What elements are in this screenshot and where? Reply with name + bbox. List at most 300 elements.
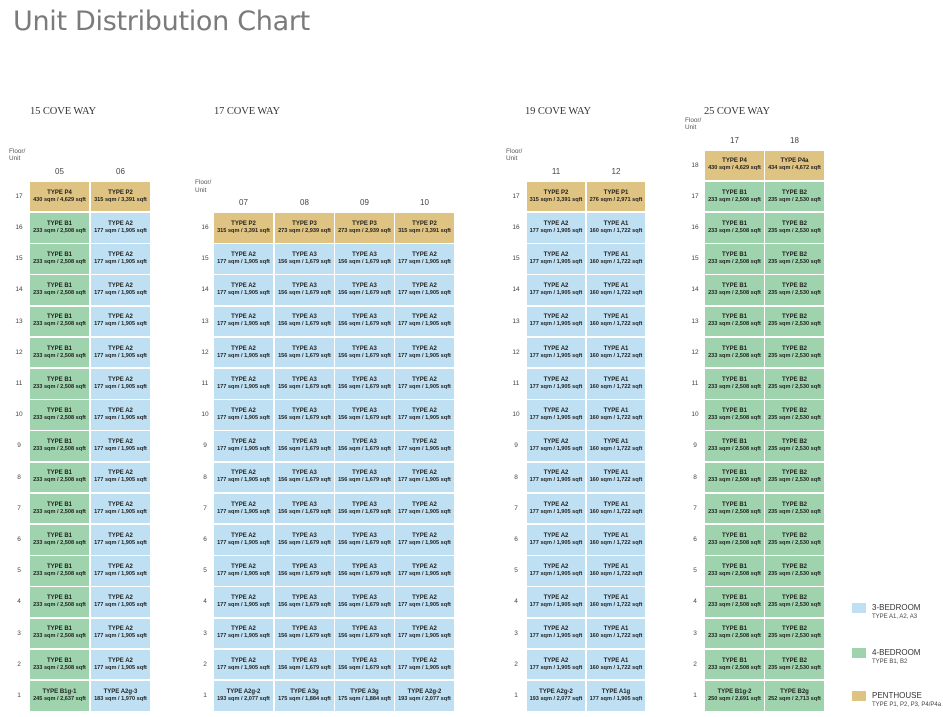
- floor-number: 9: [514, 442, 518, 450]
- unit-cell[interactable]: [527, 525, 585, 555]
- unit-cell[interactable]: [275, 556, 334, 586]
- unit-cell[interactable]: [91, 400, 150, 430]
- unit-type: TYPE B2: [781, 439, 807, 446]
- unit-cell[interactable]: [335, 307, 394, 337]
- unit-size: 160 sqm / 1,722 sqft: [589, 446, 643, 453]
- unit-type: TYPE A3g: [290, 688, 319, 695]
- unit-cell[interactable]: [765, 244, 824, 274]
- unit-cell[interactable]: [91, 463, 150, 493]
- unit-type: TYPE B1: [721, 376, 747, 383]
- unit-cell[interactable]: [527, 244, 585, 274]
- building-name: 19 COVE WAY: [525, 106, 591, 117]
- unit-size: 252 sqm / 2,713 sqft: [768, 695, 821, 702]
- unit-cell[interactable]: [335, 494, 394, 524]
- unit-size: 235 sqm / 2,530 sqft: [768, 633, 821, 640]
- unit-type: TYPE B1: [46, 220, 72, 227]
- unit-type: TYPE A2: [108, 626, 133, 633]
- unit-cell[interactable]: [91, 244, 150, 274]
- unit-type: TYPE A3: [352, 595, 377, 602]
- unit-cell[interactable]: [587, 244, 645, 274]
- unit-type: TYPE B1: [721, 563, 747, 570]
- unit-cell[interactable]: [91, 431, 150, 461]
- unit-cell[interactable]: [91, 338, 150, 368]
- unit-cell[interactable]: [275, 463, 334, 493]
- unit-cell[interactable]: [214, 619, 273, 649]
- floor-number: 10: [15, 411, 23, 419]
- unit-cell[interactable]: [527, 556, 585, 586]
- unit-cell[interactable]: [705, 213, 764, 243]
- unit-size: 434 sqm / 4,672 sqft: [768, 165, 821, 172]
- unit-cell[interactable]: [395, 275, 454, 305]
- unit-cell[interactable]: [705, 151, 764, 181]
- unit-cell[interactable]: [765, 619, 824, 649]
- unit-cell[interactable]: [30, 275, 89, 305]
- unit-size: 156 sqm / 1,679 sqft: [278, 414, 331, 421]
- unit-size: 233 sqm / 2,508 sqft: [33, 539, 86, 546]
- unit-size: 233 sqm / 2,508 sqft: [33, 633, 86, 640]
- floor-number: 8: [693, 473, 697, 481]
- unit-cell[interactable]: [765, 151, 824, 181]
- unit-cell[interactable]: [30, 400, 89, 430]
- unit-cell[interactable]: [765, 587, 824, 617]
- unit-size: 177 sqm / 1,905 sqft: [217, 352, 270, 359]
- unit-cell[interactable]: [587, 525, 645, 555]
- unit-cell[interactable]: [705, 182, 764, 212]
- unit-cell[interactable]: [275, 400, 334, 430]
- unit-size: 233 sqm / 2,508 sqft: [33, 383, 86, 390]
- unit-cell[interactable]: [30, 307, 89, 337]
- unit-size: 235 sqm / 2,530 sqft: [768, 321, 821, 328]
- unit-size: 233 sqm / 2,508 sqft: [33, 446, 86, 453]
- unit-cell[interactable]: [765, 431, 824, 461]
- unit-cell[interactable]: [275, 307, 334, 337]
- unit-size: 177 sqm / 1,905 sqft: [217, 414, 270, 421]
- unit-cell[interactable]: [765, 556, 824, 586]
- unit-cell[interactable]: [395, 681, 454, 711]
- unit-cell[interactable]: [705, 494, 764, 524]
- floor-number: 8: [17, 473, 21, 481]
- unit-size: 315 sqm / 3,391 sqft: [398, 227, 451, 234]
- unit-type: TYPE B1: [721, 501, 747, 508]
- unit-cell[interactable]: [91, 681, 150, 711]
- unit-cell[interactable]: [335, 681, 394, 711]
- unit-cell[interactable]: [214, 431, 273, 461]
- unit-cell[interactable]: [30, 619, 89, 649]
- unit-cell[interactable]: [91, 369, 150, 399]
- unit-size: 177 sqm / 1,905 sqft: [398, 633, 451, 640]
- unit-cell[interactable]: [275, 494, 334, 524]
- unit-cell[interactable]: [587, 431, 645, 461]
- unit-cell[interactable]: [765, 525, 824, 555]
- unit-cell[interactable]: [395, 338, 454, 368]
- unit-cell[interactable]: [214, 338, 273, 368]
- unit-cell[interactable]: [91, 275, 150, 305]
- unit-cell[interactable]: [587, 307, 645, 337]
- unit-cell[interactable]: [91, 619, 150, 649]
- building-name: 25 COVE WAY: [704, 106, 770, 117]
- unit-cell[interactable]: [765, 463, 824, 493]
- floor-number: 9: [17, 442, 21, 450]
- unit-size: 156 sqm / 1,679 sqft: [338, 352, 391, 359]
- floor-number: 7: [17, 504, 21, 512]
- unit-size: 156 sqm / 1,679 sqft: [278, 383, 331, 390]
- unit-cell[interactable]: [705, 307, 764, 337]
- unit-cell[interactable]: [705, 525, 764, 555]
- unit-cell[interactable]: [527, 213, 585, 243]
- unit-size: 177 sqm / 1,905 sqft: [398, 508, 451, 515]
- unit-type: TYPE B2: [781, 283, 807, 290]
- unit-type: TYPE B2: [781, 501, 807, 508]
- unit-cell[interactable]: [705, 650, 764, 680]
- unit-cell[interactable]: [587, 400, 645, 430]
- unit-type: TYPE B2: [781, 345, 807, 352]
- unit-type: TYPE B2: [781, 595, 807, 602]
- unit-cell[interactable]: [587, 587, 645, 617]
- unit-size: 177 sqm / 1,905 sqft: [94, 508, 147, 515]
- unit-size: 156 sqm / 1,679 sqft: [278, 258, 331, 265]
- unit-type: TYPE A2: [543, 407, 569, 414]
- legend-swatch: [852, 603, 866, 613]
- unit-cell[interactable]: [275, 525, 334, 555]
- unit-cell[interactable]: [30, 431, 89, 461]
- unit-cell[interactable]: [527, 587, 585, 617]
- unit-cell[interactable]: [91, 213, 150, 243]
- unit-cell[interactable]: [705, 463, 764, 493]
- unit-cell[interactable]: [705, 556, 764, 586]
- unit-cell[interactable]: [587, 182, 645, 212]
- unit-cell[interactable]: [395, 400, 454, 430]
- unit-type: TYPE A1: [603, 345, 629, 352]
- unit-cell[interactable]: [30, 213, 89, 243]
- unit-cell[interactable]: [527, 650, 585, 680]
- unit-cell[interactable]: [395, 463, 454, 493]
- unit-cell[interactable]: [335, 213, 394, 243]
- legend-swatch: [852, 648, 866, 658]
- unit-type: TYPE B1: [46, 314, 72, 321]
- unit-cell[interactable]: [587, 463, 645, 493]
- unit-size: 177 sqm / 1,905 sqft: [529, 383, 583, 390]
- unit-type: TYPE A3: [292, 501, 317, 508]
- unit-cell[interactable]: [395, 369, 454, 399]
- unit-cell[interactable]: [587, 369, 645, 399]
- unit-cell[interactable]: [395, 213, 454, 243]
- floor-number: 3: [514, 629, 518, 637]
- unit-type: TYPE A1: [603, 439, 629, 446]
- unit-type: TYPE A1: [603, 563, 629, 570]
- unit-type: TYPE A1: [603, 220, 629, 227]
- unit-size: 156 sqm / 1,679 sqft: [278, 446, 331, 453]
- unit-type: TYPE A2: [108, 657, 133, 664]
- unit-cell[interactable]: [765, 400, 824, 430]
- unit-cell[interactable]: [275, 431, 334, 461]
- unit-cell[interactable]: [214, 244, 273, 274]
- unit-cell[interactable]: [30, 338, 89, 368]
- unit-size: 235 sqm / 2,530 sqft: [768, 539, 821, 546]
- unit-cell[interactable]: [91, 307, 150, 337]
- unit-cell[interactable]: [705, 619, 764, 649]
- floor-number: 12: [201, 348, 209, 356]
- unit-size: 177 sqm / 1,905 sqft: [398, 602, 451, 609]
- floor-number: 6: [693, 536, 697, 543]
- unit-cell[interactable]: [214, 307, 273, 337]
- unit-size: 156 sqm / 1,679 sqft: [278, 290, 331, 297]
- unit-cell[interactable]: [765, 213, 824, 243]
- unit-cell[interactable]: [705, 369, 764, 399]
- unit-type: TYPE P2: [231, 220, 256, 227]
- unit-size: 233 sqm / 2,508 sqft: [33, 570, 86, 577]
- unit-type: TYPE B1: [46, 563, 72, 570]
- unit-cell[interactable]: [395, 525, 454, 555]
- unit-cell[interactable]: [765, 650, 824, 680]
- unit-cell[interactable]: [395, 556, 454, 586]
- floor-number: 5: [203, 567, 207, 575]
- unit-cell[interactable]: [765, 307, 824, 337]
- floor-number: 4: [203, 598, 207, 606]
- unit-cell[interactable]: [335, 650, 394, 680]
- unit-cell[interactable]: [765, 369, 824, 399]
- unit-size: 233 sqm / 2,508 sqft: [708, 664, 761, 671]
- unit-cell[interactable]: [705, 244, 764, 274]
- unit-cell[interactable]: [275, 650, 334, 680]
- legend-name: PENTHOUSE: [872, 691, 922, 700]
- unit-type: TYPE A2: [231, 314, 256, 321]
- unit-type: TYPE A2: [543, 314, 569, 321]
- unit-cell[interactable]: [30, 587, 89, 617]
- unit-size: 233 sqm / 2,508 sqft: [708, 477, 761, 484]
- unit-size: 235 sqm / 2,530 sqft: [768, 570, 821, 577]
- unit-type: TYPE A2: [231, 532, 256, 539]
- floor-number: 15: [201, 255, 209, 263]
- unit-cell[interactable]: [91, 494, 150, 524]
- unit-size: 233 sqm / 2,508 sqft: [33, 602, 86, 609]
- unit-cell[interactable]: [335, 275, 394, 305]
- unit-type: TYPE B1g-1: [42, 688, 77, 695]
- unit-cell[interactable]: [91, 650, 150, 680]
- unit-size: 156 sqm / 1,679 sqft: [278, 539, 331, 546]
- unit-type: TYPE A3: [352, 501, 377, 508]
- unit-cell[interactable]: [527, 494, 585, 524]
- floor-unit-label: [506, 148, 528, 163]
- unit-cell[interactable]: [30, 182, 89, 212]
- unit-cell[interactable]: [587, 650, 645, 680]
- unit-cell[interactable]: [587, 213, 645, 243]
- unit-cell[interactable]: [527, 400, 585, 430]
- unit-cell[interactable]: [30, 463, 89, 493]
- unit-cell[interactable]: [527, 369, 585, 399]
- floor-number: 13: [201, 317, 209, 325]
- unit-type: TYPE A1: [603, 470, 629, 477]
- unit-size: 177 sqm / 1,905 sqft: [94, 258, 147, 265]
- unit-type: TYPE A2: [412, 501, 437, 508]
- unit-size: 273 sqm / 2,939 sqft: [338, 227, 391, 234]
- unit-cell[interactable]: [275, 587, 334, 617]
- unit-type: TYPE A2: [412, 439, 437, 446]
- unit-cell[interactable]: [91, 556, 150, 586]
- unit-size: 156 sqm / 1,679 sqft: [278, 508, 331, 515]
- floor-number: 9: [693, 442, 697, 450]
- unit-cell[interactable]: [214, 213, 273, 243]
- unit-type: TYPE A2: [231, 563, 256, 570]
- unit-cell[interactable]: [214, 400, 273, 430]
- unit-cell[interactable]: [587, 338, 645, 368]
- unit-cell[interactable]: [705, 338, 764, 368]
- unit-size: 233 sqm / 2,508 sqft: [708, 539, 761, 546]
- unit-cell[interactable]: [214, 275, 273, 305]
- unit-size: 233 sqm / 2,508 sqft: [33, 414, 86, 421]
- unit-cell[interactable]: [335, 369, 394, 399]
- unit-type: TYPE A3: [352, 439, 377, 446]
- unit-cell[interactable]: [705, 400, 764, 430]
- unit-type: TYPE A2: [108, 595, 133, 602]
- unit-cell[interactable]: [395, 619, 454, 649]
- unit-type: TYPE B1: [721, 657, 747, 664]
- unit-cell[interactable]: [395, 431, 454, 461]
- unit-cell[interactable]: [275, 244, 334, 274]
- unit-type: TYPE A3: [352, 657, 377, 664]
- unit-size: 177 sqm / 1,905 sqft: [217, 539, 270, 546]
- unit-size: 156 sqm / 1,679 sqft: [338, 383, 391, 390]
- unit-type: TYPE A2: [108, 470, 133, 477]
- floor-number: 14: [512, 286, 520, 294]
- unit-type: TYPE A3: [292, 439, 317, 446]
- unit-cell[interactable]: [395, 494, 454, 524]
- unit-cell[interactable]: [335, 587, 394, 617]
- unit-cell[interactable]: [30, 369, 89, 399]
- unit-cell[interactable]: [765, 182, 824, 212]
- unit-type: TYPE B2: [781, 220, 807, 227]
- unit-size: 156 sqm / 1,679 sqft: [278, 633, 331, 640]
- unit-size: 235 sqm / 2,530 sqft: [768, 383, 821, 390]
- floor-number: 6: [203, 536, 207, 543]
- unit-cell[interactable]: [395, 307, 454, 337]
- unit-cell[interactable]: [91, 182, 150, 212]
- unit-cell[interactable]: [30, 525, 89, 555]
- unit-type: TYPE A2: [108, 345, 133, 352]
- unit-cell[interactable]: [587, 619, 645, 649]
- unit-cell[interactable]: [335, 338, 394, 368]
- unit-cell[interactable]: [275, 338, 334, 368]
- unit-type: TYPE B2: [781, 407, 807, 414]
- unit-cell[interactable]: [705, 275, 764, 305]
- unit-size: 235 sqm / 2,530 sqft: [768, 196, 821, 203]
- unit-type: TYPE P3: [292, 220, 317, 227]
- unit-cell[interactable]: [587, 556, 645, 586]
- unit-cell[interactable]: [335, 525, 394, 555]
- unit-cell[interactable]: [527, 338, 585, 368]
- unit-cell[interactable]: [214, 650, 273, 680]
- unit-cell[interactable]: [275, 213, 334, 243]
- unit-type: TYPE A2: [231, 657, 256, 664]
- unit-cell[interactable]: [214, 463, 273, 493]
- unit-size: 177 sqm / 1,905 sqft: [529, 227, 583, 234]
- unit-type: TYPE A1: [603, 251, 629, 258]
- unit-type: TYPE A3: [352, 345, 377, 352]
- unit-cell[interactable]: [275, 681, 334, 711]
- unit-cell[interactable]: [214, 525, 273, 555]
- unit-size: 177 sqm / 1,905 sqft: [398, 383, 451, 390]
- unit-cell[interactable]: [705, 431, 764, 461]
- unit-cell[interactable]: [765, 494, 824, 524]
- unit-cell[interactable]: [705, 587, 764, 617]
- unit-size: 177 sqm / 1,905 sqft: [529, 570, 583, 577]
- unit-cell[interactable]: [587, 275, 645, 305]
- floor-number: 14: [15, 286, 23, 294]
- legend-name: 4-BEDROOM: [872, 648, 921, 657]
- floor-unit-text: Floor/: [195, 179, 212, 186]
- unit-cell[interactable]: [527, 681, 585, 711]
- unit-cell[interactable]: [335, 619, 394, 649]
- unit-cell[interactable]: [214, 494, 273, 524]
- floor-number: 5: [514, 567, 518, 575]
- unit-cell[interactable]: [30, 244, 89, 274]
- unit-size: 156 sqm / 1,679 sqft: [338, 570, 391, 577]
- unit-cell[interactable]: [30, 494, 89, 524]
- unit-cell[interactable]: [91, 587, 150, 617]
- floor-number: 3: [693, 629, 697, 637]
- unit-cell[interactable]: [587, 494, 645, 524]
- unit-cell[interactable]: [91, 525, 150, 555]
- unit-cell[interactable]: [214, 681, 273, 711]
- unit-cell[interactable]: [30, 681, 89, 711]
- unit-size: 160 sqm / 1,722 sqft: [589, 477, 643, 484]
- unit-cell[interactable]: [527, 182, 585, 212]
- unit-cell[interactable]: [587, 681, 645, 711]
- floor-number: 5: [693, 567, 697, 575]
- unit-cell[interactable]: [765, 338, 824, 368]
- unit-size: 177 sqm / 1,905 sqft: [398, 570, 451, 577]
- unit-cell[interactable]: [275, 619, 334, 649]
- unit-cell[interactable]: [395, 244, 454, 274]
- unit-size: 156 sqm / 1,679 sqft: [278, 321, 331, 328]
- floor-number: 7: [693, 504, 697, 512]
- unit-type: TYPE B2: [781, 314, 807, 321]
- unit-cell[interactable]: [214, 587, 273, 617]
- unit-type: TYPE A1: [603, 532, 629, 539]
- unit-size: 177 sqm / 1,905 sqft: [94, 321, 147, 328]
- unit-size: 177 sqm / 1,905 sqft: [529, 414, 583, 421]
- unit-cell[interactable]: [527, 463, 585, 493]
- unit-type: TYPE A3: [352, 470, 377, 477]
- unit-cell[interactable]: [527, 619, 585, 649]
- unit-cell[interactable]: [527, 307, 585, 337]
- unit-type: TYPE A1: [603, 657, 629, 664]
- unit-cell[interactable]: [30, 650, 89, 680]
- unit-size: 177 sqm / 1,905 sqft: [217, 508, 270, 515]
- unit-cell[interactable]: [765, 275, 824, 305]
- floor-number: 12: [15, 348, 23, 356]
- unit-cell[interactable]: [527, 431, 585, 461]
- unit-type: TYPE A3: [352, 532, 377, 539]
- unit-cell[interactable]: [30, 556, 89, 586]
- unit-cell[interactable]: [527, 275, 585, 305]
- unit-cell[interactable]: [335, 556, 394, 586]
- unit-type: TYPE A3: [292, 376, 317, 383]
- unit-cell[interactable]: [335, 400, 394, 430]
- unit-cell[interactable]: [214, 556, 273, 586]
- unit-cell[interactable]: [335, 463, 394, 493]
- unit-size: 177 sqm / 1,905 sqft: [529, 258, 583, 265]
- unit-type: TYPE A2: [543, 595, 569, 602]
- unit-cell[interactable]: [765, 681, 824, 711]
- unit-cell[interactable]: [275, 369, 334, 399]
- unit-cell[interactable]: [335, 431, 394, 461]
- unit-cell[interactable]: [335, 244, 394, 274]
- unit-cell[interactable]: [395, 587, 454, 617]
- unit-cell[interactable]: [275, 275, 334, 305]
- unit-cell[interactable]: [705, 681, 764, 711]
- unit-cell[interactable]: [395, 650, 454, 680]
- unit-cell[interactable]: [214, 369, 273, 399]
